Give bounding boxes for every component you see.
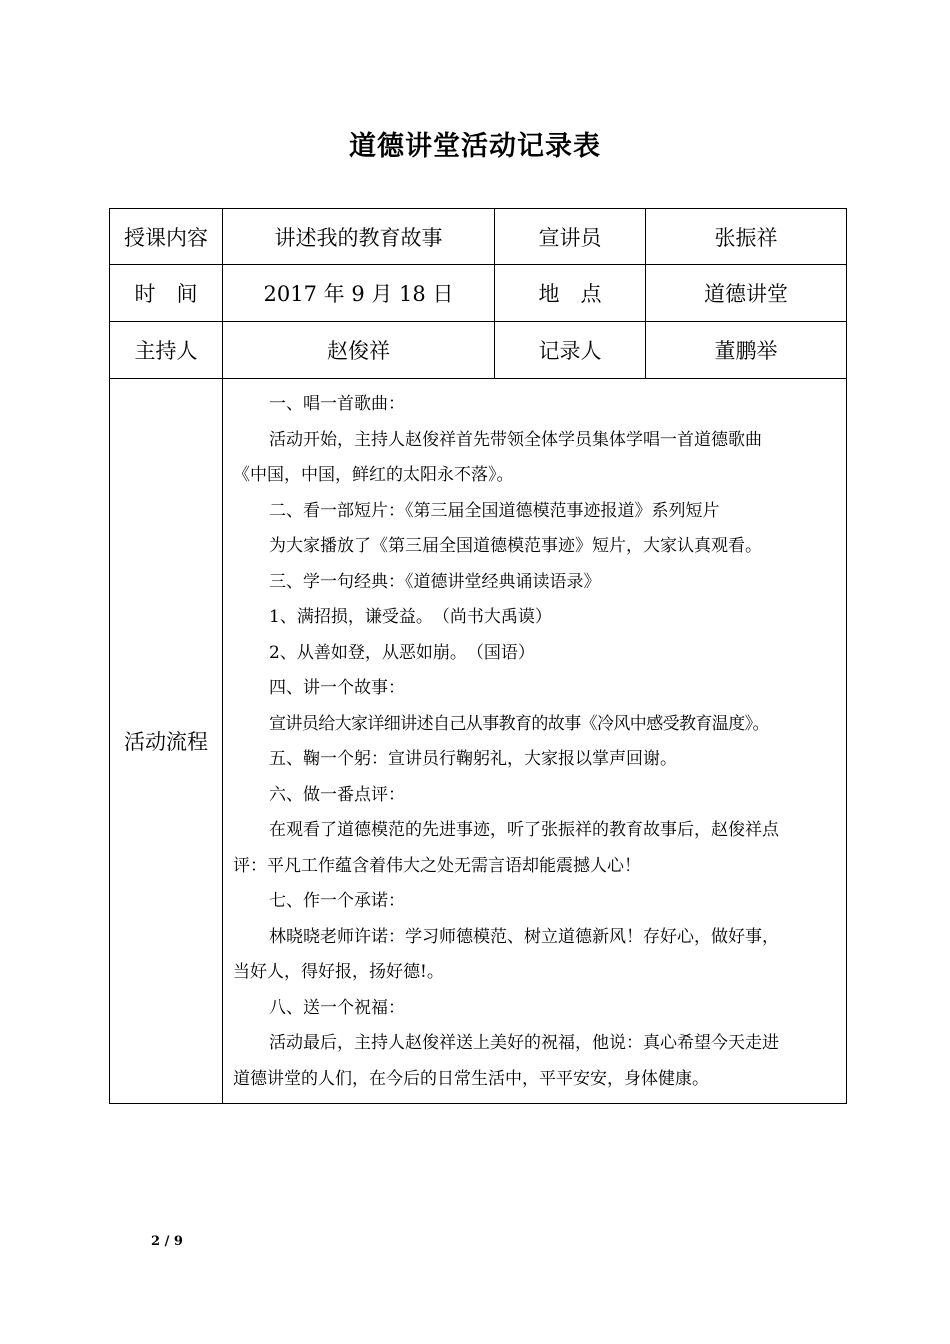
time-value: 2017 年 9 月 18 日 <box>223 265 495 322</box>
time-label: 时 间 <box>110 265 223 322</box>
process-label: 活动流程 <box>110 379 223 1104</box>
table-row <box>110 322 847 379</box>
process-content <box>223 379 847 1104</box>
speaker-value: 张振祥 <box>646 209 847 265</box>
lecture-content-label: 授课内容 <box>110 209 223 265</box>
record-table <box>109 208 847 1104</box>
speaker-label: 宣讲员 <box>495 209 646 265</box>
process-line: 《中国，中国，鲜红的太阳永不落》。 <box>233 465 514 485</box>
host-label: 主持人 <box>110 322 223 379</box>
process-line: 八、送一个祝福： <box>269 997 405 1018</box>
document-title: 道德讲堂活动记录表 <box>349 131 601 162</box>
recorder-value: 董鹏举 <box>646 322 847 379</box>
table-row <box>110 379 847 1104</box>
process-line: 三、学一句经典：《道德讲堂经典诵读语录》 <box>269 571 601 592</box>
process-line: 四、讲一个故事： <box>269 678 405 698</box>
process-line: 评：平凡工作蕴含着伟大之处无需言语却能震撼人心！ <box>233 855 641 876</box>
process-line: 一、唱一首歌曲： <box>269 394 405 414</box>
process-line: 活动开始，主持人赵俊祥首先带领全体学员集体学唱一首道德歌曲 <box>269 429 762 450</box>
process-line: 道德讲堂的人们，在今后的日常生活中，平平安安，身体健康。 <box>233 1068 709 1089</box>
process-line: 在观看了道德模范的先进事迹，听了张振祥的教育故事后，赵俊祥点 <box>269 820 779 840</box>
page-number: 2 / 9 <box>151 1234 183 1249</box>
process-line: 活动最后，主持人赵俊祥送上美好的祝福，他说：真心希望今天走进 <box>269 1033 779 1053</box>
process-line: 二、看一部短片：《第三届全国道德模范事迹报道》系列短片 <box>269 500 720 521</box>
lecture-content-value: 讲述我的教育故事 <box>223 209 495 265</box>
process-line: 六、做一番点评： <box>269 784 405 805</box>
process-line: 五、鞠一个躬：宣讲员行鞠躬礼，大家报以掌声回谢。 <box>269 749 677 769</box>
process-line: 为大家播放了《第三届全国道德模范事迹》短片，大家认真观看。 <box>269 536 762 556</box>
process-line: 2、从善如登，从恶如崩。 （国语） <box>269 642 535 663</box>
process-line: 宣讲员给大家详细讲述自己从事教育的故事《冷风中感受教育温度》。 <box>269 713 769 734</box>
table-row <box>110 209 847 265</box>
process-line: 七、作一个承诺： <box>269 891 405 911</box>
location-label: 地 点 <box>495 265 646 322</box>
host-value: 赵俊祥 <box>223 322 495 379</box>
process-line: 1、满招损，谦受益。 （尚书大禹谟） <box>269 607 552 627</box>
process-line: 当好人，得好报，扬好德!。 <box>233 962 444 982</box>
process-line: 林晓晓老师许诺：学习师德模范、树立道德新风！存好心，做好事， <box>269 926 779 947</box>
table-row <box>110 265 847 322</box>
location-value: 道德讲堂 <box>646 265 847 322</box>
recorder-label: 记录人 <box>495 322 646 379</box>
